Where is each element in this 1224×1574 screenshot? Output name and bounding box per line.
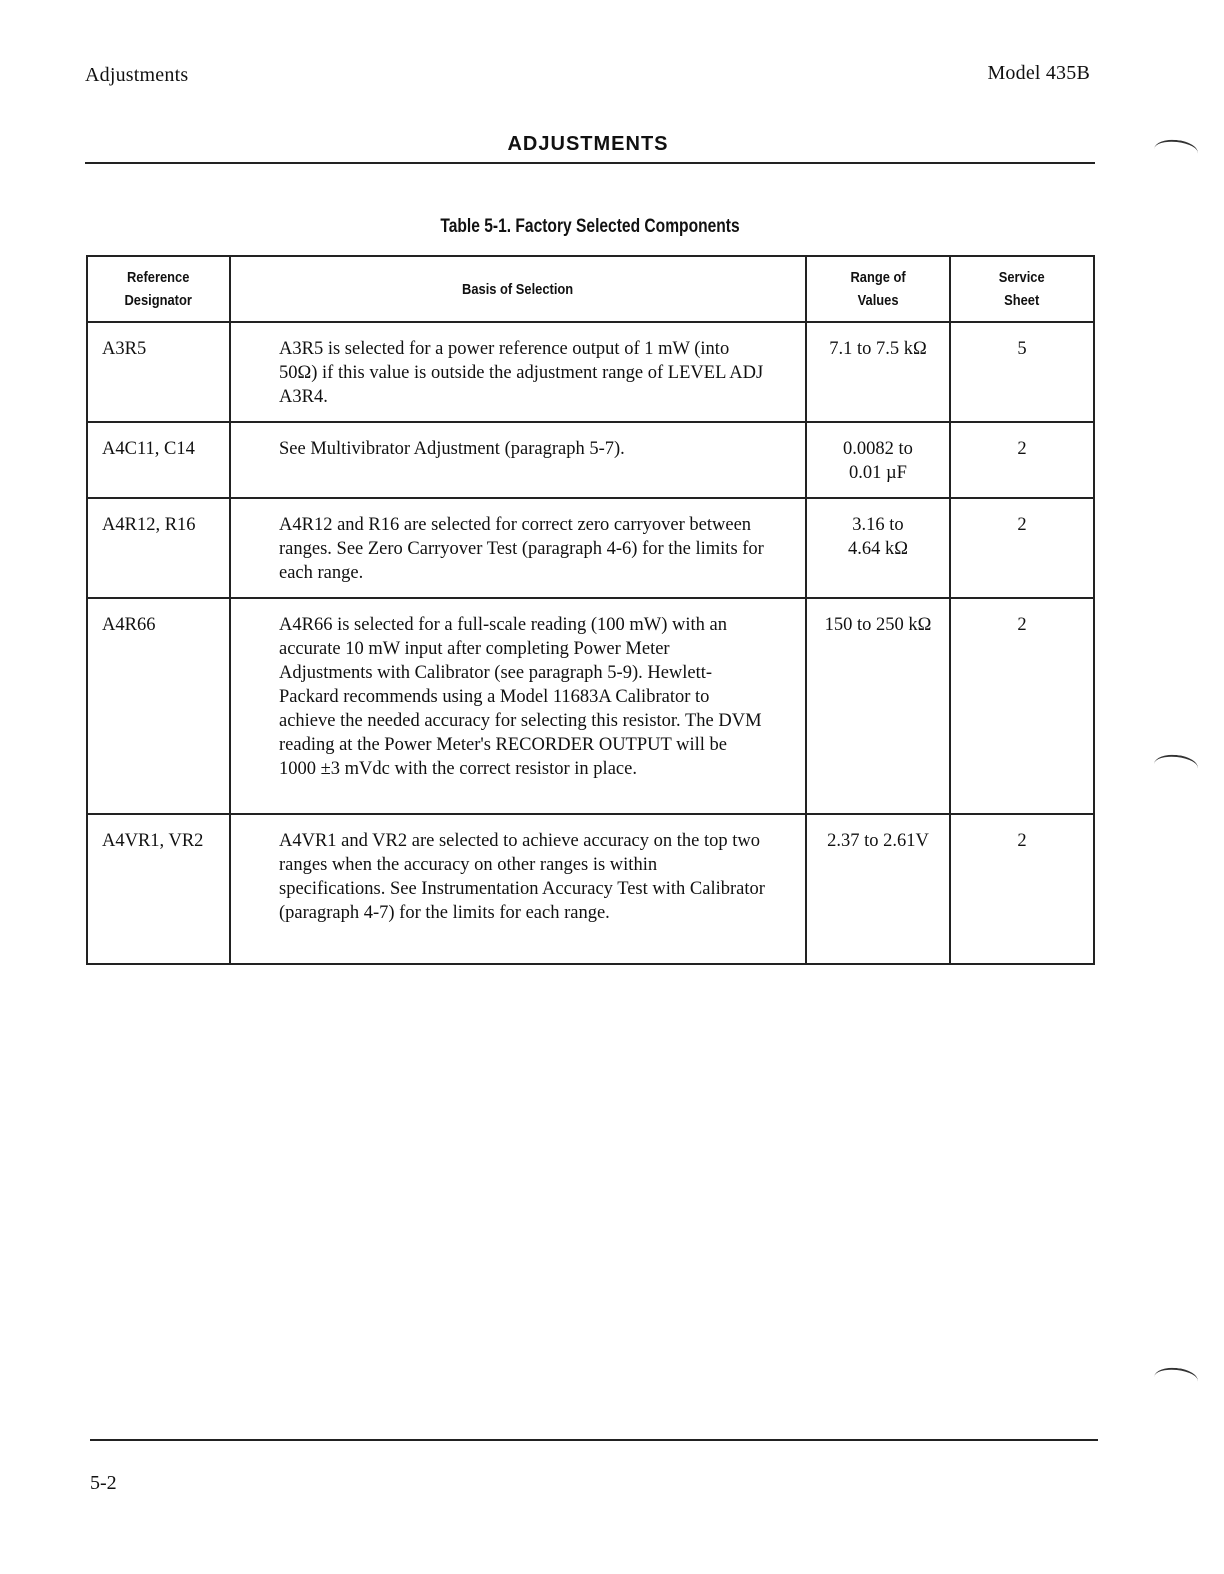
reference-designator-cell: A4C11, C14: [87, 422, 230, 498]
service-sheet-cell: 5: [950, 322, 1094, 422]
range-of-values-cell: [806, 422, 950, 498]
range-line: 0.01 µF: [849, 463, 907, 483]
range-line: 2.37 to 2.61V: [827, 831, 929, 851]
reference-designator-cell: A4R66: [87, 598, 230, 814]
range-line: 0.0082 to: [843, 439, 913, 459]
column-header-reference-designator: [87, 256, 230, 322]
table-row: [87, 422, 1094, 498]
reference-designator-cell: A4R12, R16: [87, 498, 230, 598]
service-sheet-cell: 2: [950, 814, 1094, 964]
table-row: [87, 814, 1094, 964]
binder-hole-mark: [1153, 138, 1199, 164]
service-sheet-cell: 2: [950, 422, 1094, 498]
table-title: Table 5-1. Factory Selected Components: [440, 216, 740, 237]
range-line: 4.64 kΩ: [848, 539, 908, 559]
basis-of-selection-cell: A4R66 is selected for a full-scale reading (100 mW) with an accurate 10 mW input after completing Power Meter Adjustments with Calibrator (see paragraph 5-9). Hewlett-Packard recommends using a Model 11683A Calibrator to achieve the needed accuracy for selecting this resistor. The DVM reading at the Power Meter's RECORDER OUTPUT will be 1000 ±3 mVdc with the correct resistor in place.: [230, 598, 806, 814]
basis-of-selection-cell: See Multivibrator Adjustment (paragraph 5-7).: [230, 422, 806, 498]
footer-rule: [90, 1439, 1098, 1441]
column-header-line: Service: [999, 269, 1045, 286]
reference-designator-cell: A3R5: [87, 322, 230, 422]
header-rule: [85, 162, 1095, 164]
binder-hole-mark: [1153, 1366, 1199, 1392]
range-of-values-cell: [806, 322, 950, 422]
table-row: [87, 598, 1094, 814]
column-header-line: Reference: [127, 269, 190, 286]
reference-designator-cell: A4VR1, VR2: [87, 814, 230, 964]
column-header-line: Designator: [124, 292, 193, 309]
binder-hole-mark: [1153, 753, 1199, 779]
section-title: ADJUSTMENTS: [507, 133, 669, 155]
table-header-row: [87, 256, 1094, 322]
column-header-range-of-values: [806, 256, 950, 322]
column-header-line: Basis of Selection: [462, 280, 574, 298]
column-header-line: Values: [857, 292, 899, 309]
basis-of-selection-cell: A4R12 and R16 are selected for correct zero carryover between ranges. See Zero Carryover Test (paragraph 4-6) for the limits for each range.: [230, 498, 806, 598]
range-of-values-cell: [806, 498, 950, 598]
range-of-values-cell: [806, 598, 950, 814]
page-number: 5-2: [90, 1472, 117, 1494]
table-row: [87, 498, 1094, 598]
range-of-values-cell: [806, 814, 950, 964]
range-line: 7.1 to 7.5 kΩ: [829, 339, 927, 359]
running-header-right: Model 435B: [987, 62, 1090, 84]
column-header-line: Range of: [850, 269, 906, 286]
column-header-line: Sheet: [1004, 292, 1040, 309]
running-header-left: Adjustments: [85, 64, 189, 86]
service-sheet-cell: 2: [950, 598, 1094, 814]
range-line: 3.16 to: [852, 515, 904, 535]
range-line: 150 to 250 kΩ: [824, 615, 932, 635]
column-header-service-sheet: [950, 256, 1094, 322]
column-header-basis-of-selection: [230, 256, 806, 322]
service-sheet-cell: 2: [950, 498, 1094, 598]
basis-of-selection-cell: A3R5 is selected for a power reference output of 1 mW (into 50Ω) if this value is outside the adjustment range of LEVEL ADJ A3R4.: [230, 322, 806, 422]
basis-of-selection-cell: A4VR1 and VR2 are selected to achieve accuracy on the top two ranges when the accuracy on other ranges is within specifications. See Instrumentation Accuracy Test with Calibrator (paragraph 4-7) for the limits for each range.: [230, 814, 806, 964]
factory-selected-components-table: [86, 255, 1095, 965]
table-row: [87, 322, 1094, 422]
